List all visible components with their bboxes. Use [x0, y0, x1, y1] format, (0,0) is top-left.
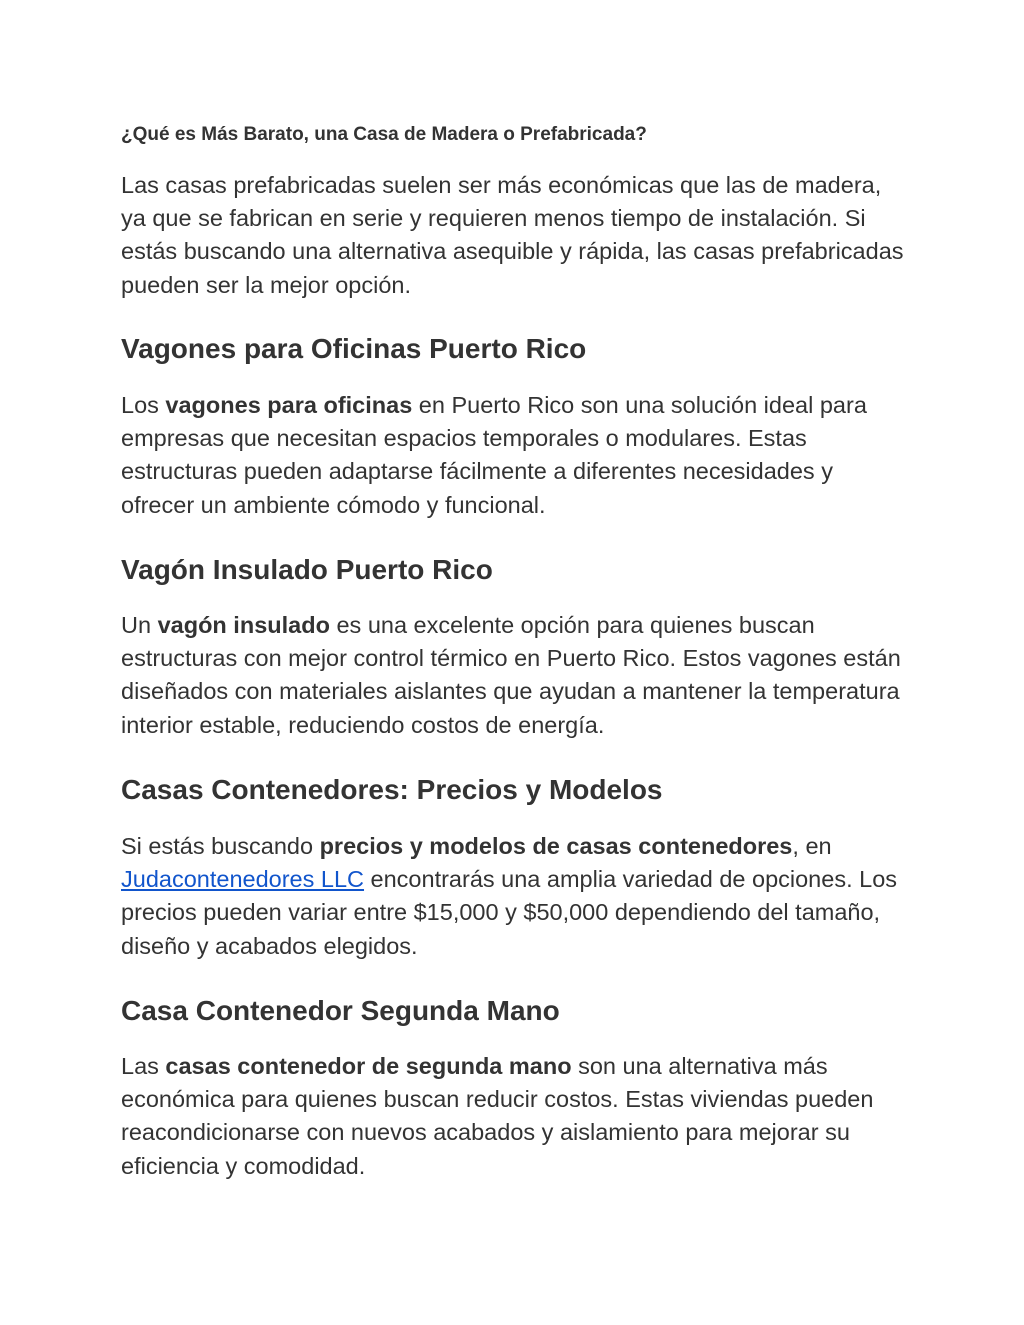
paragraph-segunda-mano — [121, 1050, 911, 1183]
text-run: Un — [121, 612, 158, 638]
paragraph-vagon-insulado — [121, 609, 911, 742]
text-run: Los — [121, 392, 166, 418]
paragraph-vagones-oficinas — [121, 389, 911, 522]
judacontenedores-link[interactable]: Judacontenedores LLC — [121, 866, 365, 893]
section-heading-madera-prefabricada: ¿Qué es Más Barato, una Casa de Madera o Prefabricada? — [121, 124, 647, 145]
bold-keyword-vagon-insulado: vagón insulado — [157, 612, 330, 638]
section-heading-casas-contenedores: Casas Contenedores: Precios y Modelos — [121, 774, 663, 805]
text-run: Si estás buscando — [121, 833, 320, 859]
text-run: son una alternativa más económica para quienes buscan reducir costos. Estas viviendas pueden reacondicionarse con nuevos acabados y aislamiento para mejorar su eficiencia y comodidad. — [121, 1053, 874, 1179]
text-run: en Puerto Rico son una solución ideal para empresas que necesitan espacios temporales o modulares. Estas estructuras pueden adaptarse fácilmente a diferentes necesidades y ofrecer un ambiente cómodo y funcional. — [121, 392, 867, 518]
paragraph-madera-prefabricada: Las casas prefabricadas suelen ser más económicas que las de madera, ya que se fabrican en serie y requieren menos tiempo de instalación. Si estás buscando una alternativa asequible y rápida, las casas prefabricadas pueden ser la mejor opción. — [121, 172, 904, 298]
section-heading-vagones-oficinas: Vagones para Oficinas Puerto Rico — [121, 333, 587, 364]
bold-keyword-precios-modelos: precios y modelos de casas contenedores — [319, 833, 793, 859]
paragraph-casas-contenedores — [121, 830, 911, 963]
text-run: , en — [792, 833, 832, 859]
section-heading-segunda-mano: Casa Contenedor Segunda Mano — [121, 995, 560, 1026]
bold-keyword-vagones-oficinas: vagones para oficinas — [165, 392, 413, 418]
section-heading-vagon-insulado: Vagón Insulado Puerto Rico — [121, 554, 493, 585]
bold-keyword-segunda-mano: casas contenedor de segunda mano — [165, 1053, 572, 1079]
text-run: encontrarás una amplia variedad de opciones. Los precios pueden variar entre $15,000 y $50,000 dependiendo del tamaño, diseño y acabados elegidos. — [121, 866, 898, 959]
text-run: Las — [121, 1053, 166, 1079]
text-run: es una excelente opción para quienes buscan estructuras con mejor control térmico en Puerto Rico. Estos vagones están diseñados con materiales aislantes que ayudan a mantener la temperatura interior estable, reduciendo costos de energía. — [121, 612, 901, 738]
